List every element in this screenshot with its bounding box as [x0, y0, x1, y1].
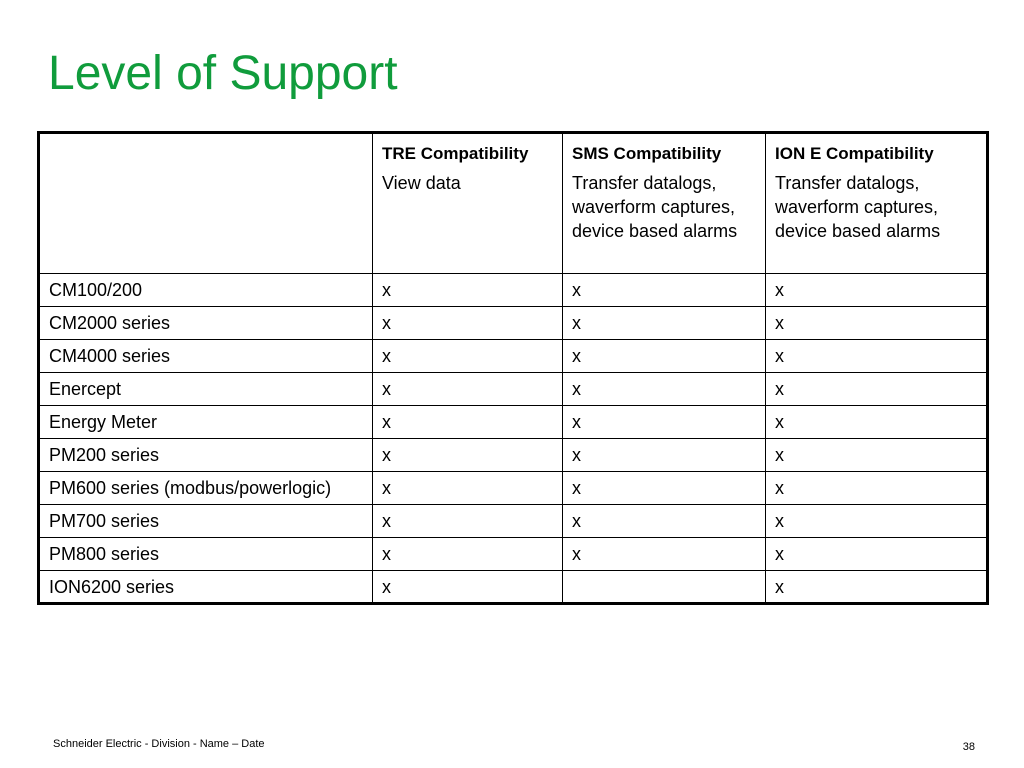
- header-sms-desc: Transfer datalogs, waverform captures, device based alarms: [572, 173, 738, 241]
- tre-cell: x: [373, 571, 563, 604]
- tre-cell: x: [373, 505, 563, 538]
- header-sms-cell: [563, 133, 766, 274]
- ion-cell: x: [766, 340, 988, 373]
- header-ion-title: ION E Compatibility: [775, 144, 934, 163]
- ion-cell: x: [766, 307, 988, 340]
- header-empty-cell: [39, 133, 373, 274]
- table-header-row: [39, 133, 988, 274]
- sms-cell: x: [563, 274, 766, 307]
- device-name-cell: CM100/200: [39, 274, 373, 307]
- device-name-cell: CM4000 series: [39, 340, 373, 373]
- tre-cell: x: [373, 373, 563, 406]
- table-row: [39, 505, 988, 538]
- sms-cell: x: [563, 307, 766, 340]
- footer-text: Schneider Electric - Division - Name – Date: [53, 738, 265, 750]
- sms-cell: x: [563, 406, 766, 439]
- ion-cell: x: [766, 538, 988, 571]
- tre-cell: x: [373, 274, 563, 307]
- sms-cell: x: [563, 538, 766, 571]
- table-body: [39, 274, 988, 604]
- table-row: [39, 472, 988, 505]
- header-ion-cell: [766, 133, 988, 274]
- device-name-cell: PM800 series: [39, 538, 373, 571]
- sms-cell: x: [563, 505, 766, 538]
- header-tre-desc: View data: [382, 173, 461, 193]
- tre-cell: x: [373, 538, 563, 571]
- tre-cell: x: [373, 439, 563, 472]
- header-ion-desc: Transfer datalogs, waverform captures, device based alarms: [775, 173, 941, 241]
- ion-cell: x: [766, 274, 988, 307]
- slide-title: Level of Support: [48, 47, 398, 100]
- table-row: [39, 439, 988, 472]
- tre-cell: x: [373, 472, 563, 505]
- ion-cell: x: [766, 439, 988, 472]
- table-row: [39, 307, 988, 340]
- device-name-cell: ION6200 series: [39, 571, 373, 604]
- ion-cell: x: [766, 505, 988, 538]
- device-name-cell: Energy Meter: [39, 406, 373, 439]
- tre-cell: x: [373, 406, 563, 439]
- ion-cell: x: [766, 406, 988, 439]
- header-tre-title: TRE Compatibility: [382, 144, 529, 163]
- table-row: [39, 538, 988, 571]
- table-row: [39, 571, 988, 604]
- device-name-cell: PM700 series: [39, 505, 373, 538]
- sms-cell: x: [563, 340, 766, 373]
- sms-cell: x: [563, 439, 766, 472]
- header-sms-title: SMS Compatibility: [572, 144, 722, 163]
- ion-cell: x: [766, 373, 988, 406]
- device-name-cell: PM200 series: [39, 439, 373, 472]
- table-row: [39, 373, 988, 406]
- support-table: [37, 131, 989, 605]
- device-name-cell: PM600 series (modbus/powerlogic): [39, 472, 373, 505]
- sms-cell: [563, 571, 766, 604]
- device-name-cell: Enercept: [39, 373, 373, 406]
- table-row: [39, 274, 988, 307]
- sms-cell: x: [563, 472, 766, 505]
- page-number: 38: [962, 741, 975, 753]
- tre-cell: x: [373, 340, 563, 373]
- ion-cell: x: [766, 571, 988, 604]
- sms-cell: x: [563, 373, 766, 406]
- table-row: [39, 340, 988, 373]
- header-tre-cell: [373, 133, 563, 274]
- tre-cell: x: [373, 307, 563, 340]
- ion-cell: x: [766, 472, 988, 505]
- table-row: [39, 406, 988, 439]
- device-name-cell: CM2000 series: [39, 307, 373, 340]
